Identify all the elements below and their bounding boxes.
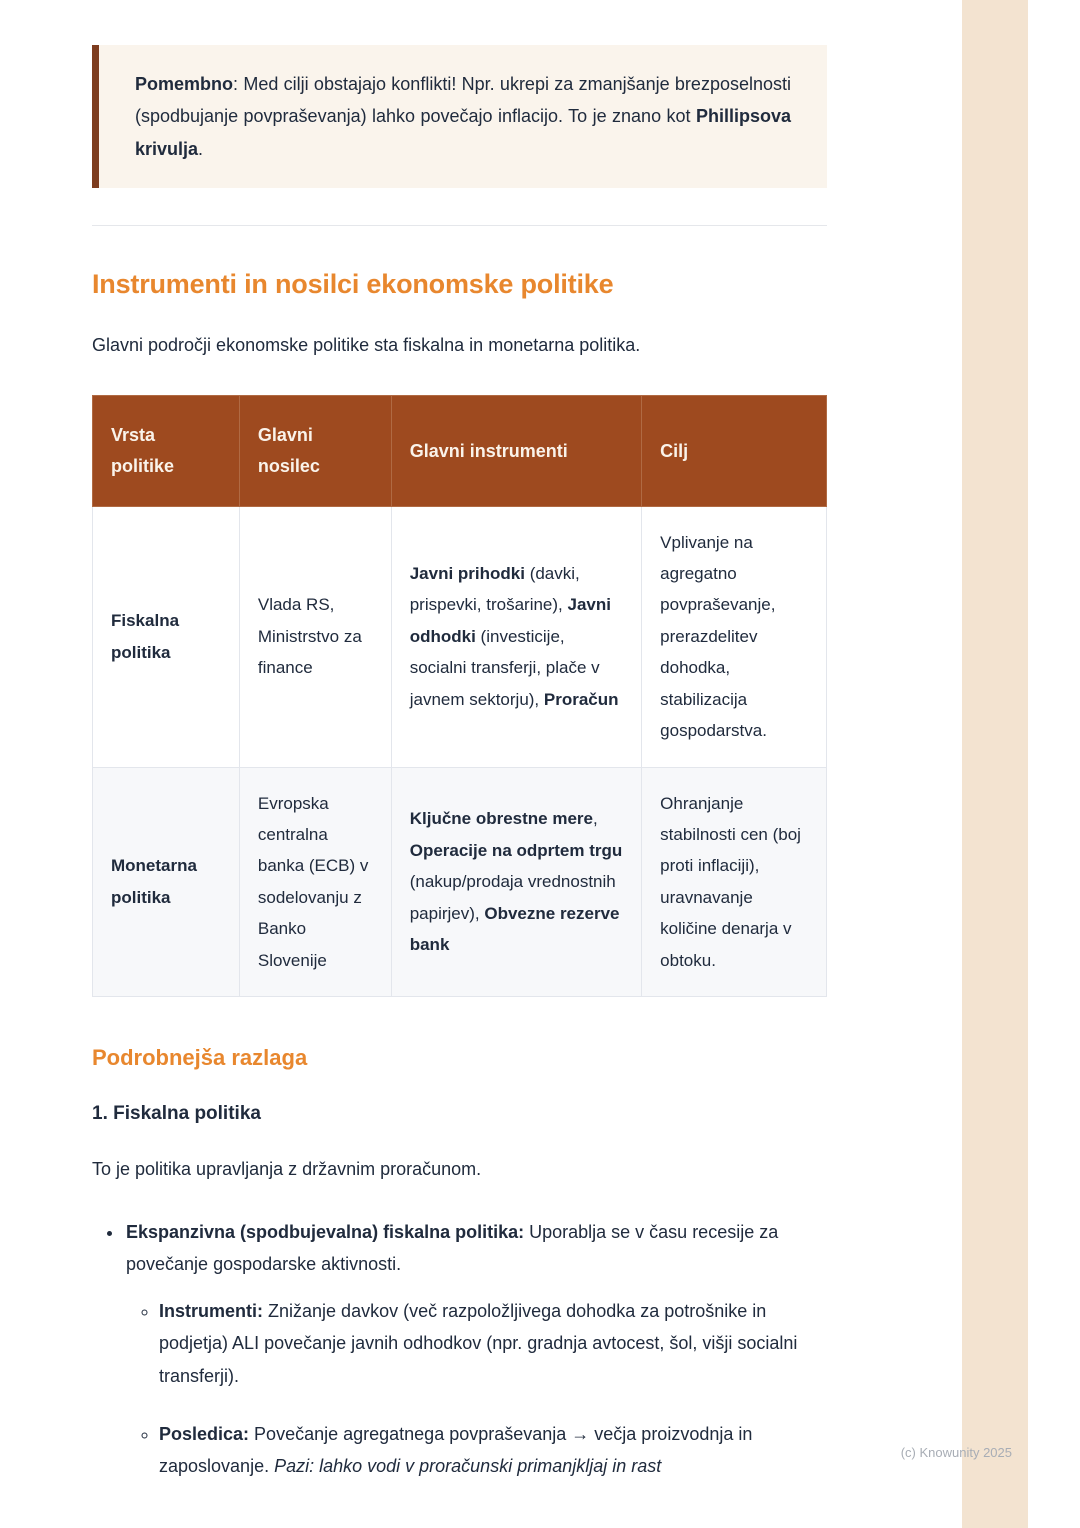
col-header-glavni-instrumenti: Glavni instrumenti [391,396,641,506]
list-item-ekspanzivna [124,1216,827,1483]
fiscal-sub-list [126,1295,827,1483]
cell-goal: Ohranjanje stabilnosti cen (boj proti inflaciji), uravnavanje količine denarja v obtoku. [642,767,827,997]
policy-table [92,395,827,997]
document-content [92,45,827,1483]
list-item-posledica [159,1418,827,1483]
cell-carrier: Vlada RS, Ministrstvo za finance [239,506,391,767]
intro-paragraph: Glavni področji ekonomske politike sta fiskalna in monetarna politika. [92,334,641,355]
cell-policy-type: Monetarna politika [93,767,240,997]
callout-term: Phillipsova krivulja [135,106,791,159]
cell-carrier: Evropska centralna banka (ECB) v sodelovanju z Banko Slovenije [239,767,391,997]
col-header-vrsta-politike: Vrsta politike [93,396,240,506]
table-header-row [93,396,827,506]
bullet-text: Povečanje agregatnega povpraševanja → večja proizvodnja in zaposlovanje. [159,1423,753,1477]
important-note-callout [92,45,827,188]
subsection-title: Podrobnejša razlaga [92,1045,308,1071]
copyright-watermark: (c) Knowunity 2025 [900,1445,1012,1460]
bullet-lead: Ekspanzivna (spodbujevalna) fiskalna politika: [126,1222,525,1243]
bullet-text: Znižanje davkov (več razpoložljivega dohodka za potrošnike in podjetja) ALI povečanje javnih odhodkov (npr. gradnja avtocest, šol, višji socialni transferji). [159,1300,798,1386]
col-header-glavni-nosilec: Glavni nosilec [239,396,391,506]
instrument-term: Operacije na odprtem trgu [409,840,623,860]
cell-instruments [391,506,641,767]
fiscal-bullet-list [92,1216,827,1483]
page-title: Instrumenti in nosilci ekonomske politike [92,269,614,300]
page-edge-stripe [962,0,1028,1528]
instrument-detail: (davki, prispevki, trošarine), [409,563,580,615]
table-row-fiskalna [93,506,827,767]
table-row-monetarna [93,767,827,997]
bullet-text: Uporablja se v času recesije za povečanje gospodarske aktivnosti. [126,1222,779,1275]
instrument-detail: (investicije, socialni transferji, plače v javnem sektorju), [409,626,600,709]
bullet-lead: Instrumenti: [159,1300,264,1321]
callout-tail: . [198,138,204,159]
callout-label: Pomembno [135,74,234,94]
instrument-detail: , [593,809,598,829]
cell-instruments [391,767,641,997]
section-divider [92,225,827,226]
list-item-instrumenti [159,1295,827,1392]
fiscal-intro-paragraph: To je politika upravljanja z državnim proračunom. [92,1159,482,1180]
instrument-term: Javni prihodki [409,563,525,583]
cell-policy-type: Fiskalna politika [93,506,240,767]
instrument-term: Ključne obrestne mere [409,809,593,829]
instrument-term: Proračun [543,689,619,709]
col-header-cilj: Cilj [642,396,827,506]
bullet-lead: Posledica: [159,1423,250,1444]
cell-goal: Vplivanje na agregatno povpraševanje, prerazdelitev dohodka, stabilizacija gospodarstva. [642,506,827,767]
instrument-term: Obvezne rezerve bank [409,903,620,955]
italic-warning-text: Pazi: lahko vodi v proračunski primanjkljaj in rast [274,1456,662,1477]
callout-body: : Med cilji obstajajo konflikti! Npr. ukrepi za zmanjšanje brezposelnosti (spodbujanje povpraševanja) lahko povečajo inflacijo. To je znano kot [135,74,791,127]
instrument-term: Javni odhodki [409,595,611,646]
instrument-detail: (nakup/prodaja vrednostnih papirjev), [409,872,616,923]
fiscal-section-title: 1. Fiskalna politika [92,1103,261,1125]
callout-text [135,68,791,165]
